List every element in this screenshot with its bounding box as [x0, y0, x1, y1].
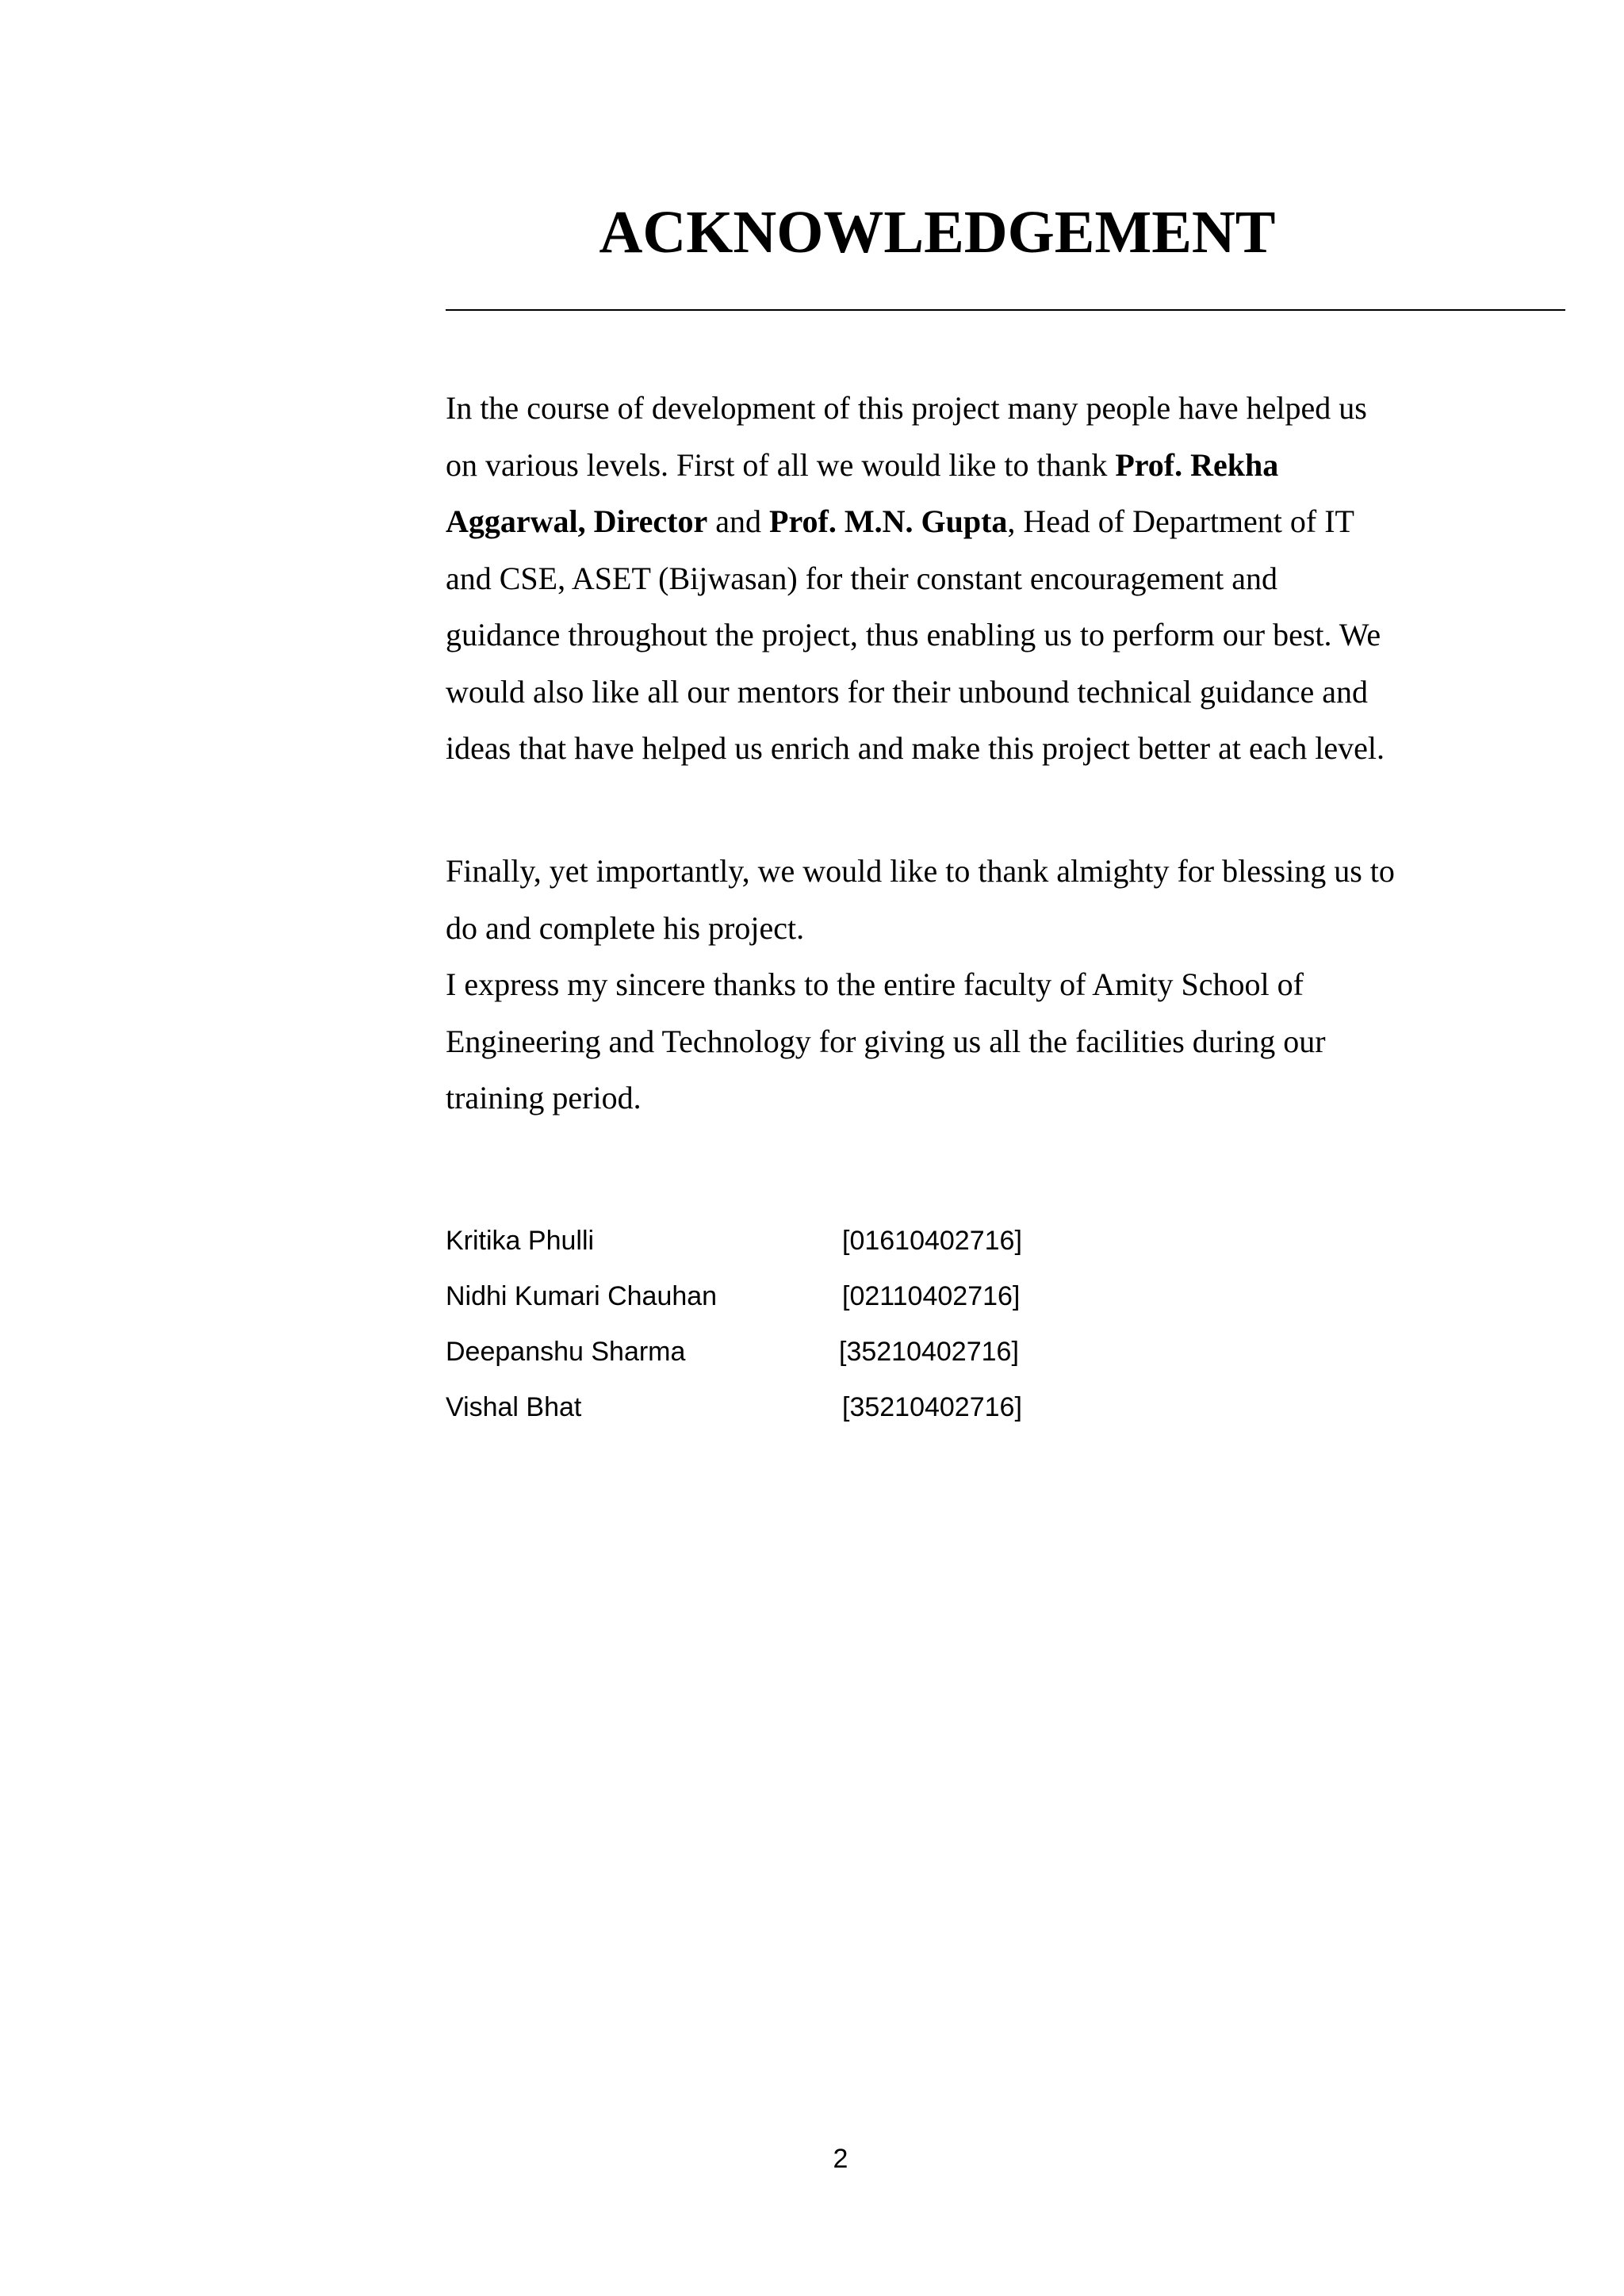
student-row — [446, 1269, 1159, 1324]
page-title: ACKNOWLEDGEMENT — [599, 199, 1276, 266]
student-enrollment-id: [35210402716] — [842, 1392, 1022, 1422]
title-divider — [446, 309, 1565, 311]
paragraph-line: Finally, yet importantly, we would like to thank almighty for blessing us to — [446, 853, 1395, 889]
paragraph-line: would also like all our mentors for their unbound technical guidance and — [446, 673, 1369, 710]
acknowledgement-paragraph-1 — [446, 380, 1477, 777]
paragraph-line: do and complete his project. — [446, 909, 805, 946]
student-name: Deepanshu Sharma — [446, 1337, 686, 1367]
student-row — [446, 1380, 1159, 1435]
bold-name: Prof. M.N. Gupta — [769, 503, 1008, 539]
paragraph-line: ideas that have helped us enrich and make this project better at each level. — [446, 730, 1385, 766]
student-row — [446, 1324, 1159, 1380]
bold-name: Aggarwal, Director — [446, 503, 708, 539]
student-row — [446, 1213, 1159, 1269]
bold-name: Prof. Rekha — [1115, 446, 1279, 483]
student-enrollment-id: [35210402716] — [839, 1337, 1019, 1367]
text-run: on various levels. First of all we would like to thank — [446, 446, 1116, 483]
acknowledgement-paragraph-2 — [446, 843, 1477, 1127]
paragraph-line — [446, 493, 1477, 550]
student-name: Kritika Phulli — [446, 1226, 595, 1256]
student-enrollment-id: [02110402716] — [842, 1281, 1021, 1311]
paragraph-line: Engineering and Technology for giving us all the facilities during our — [446, 1023, 1326, 1059]
paragraph-line: and CSE, ASET (Bijwasan) for their constant encouragement and — [446, 560, 1278, 596]
student-list — [446, 1213, 1159, 1435]
text-run: and — [707, 503, 770, 539]
student-name: Vishal Bhat — [446, 1392, 582, 1422]
paragraph-line: training period. — [446, 1080, 642, 1115]
paragraph-line — [446, 437, 1477, 494]
paragraph-line: guidance throughout the project, thus enabling us to perform our best. We — [446, 617, 1381, 652]
student-name: Nidhi Kumari Chauhan — [446, 1281, 718, 1311]
text-run: , Head of Department of IT — [1007, 503, 1354, 539]
page-number: 2 — [833, 2144, 848, 2174]
paragraph-line: I express my sincere thanks to the entire faculty of Amity School of — [446, 966, 1304, 1002]
paragraph-line: In the course of development of this project many people have helped us — [446, 390, 1367, 426]
student-enrollment-id: [01610402716] — [842, 1226, 1022, 1256]
